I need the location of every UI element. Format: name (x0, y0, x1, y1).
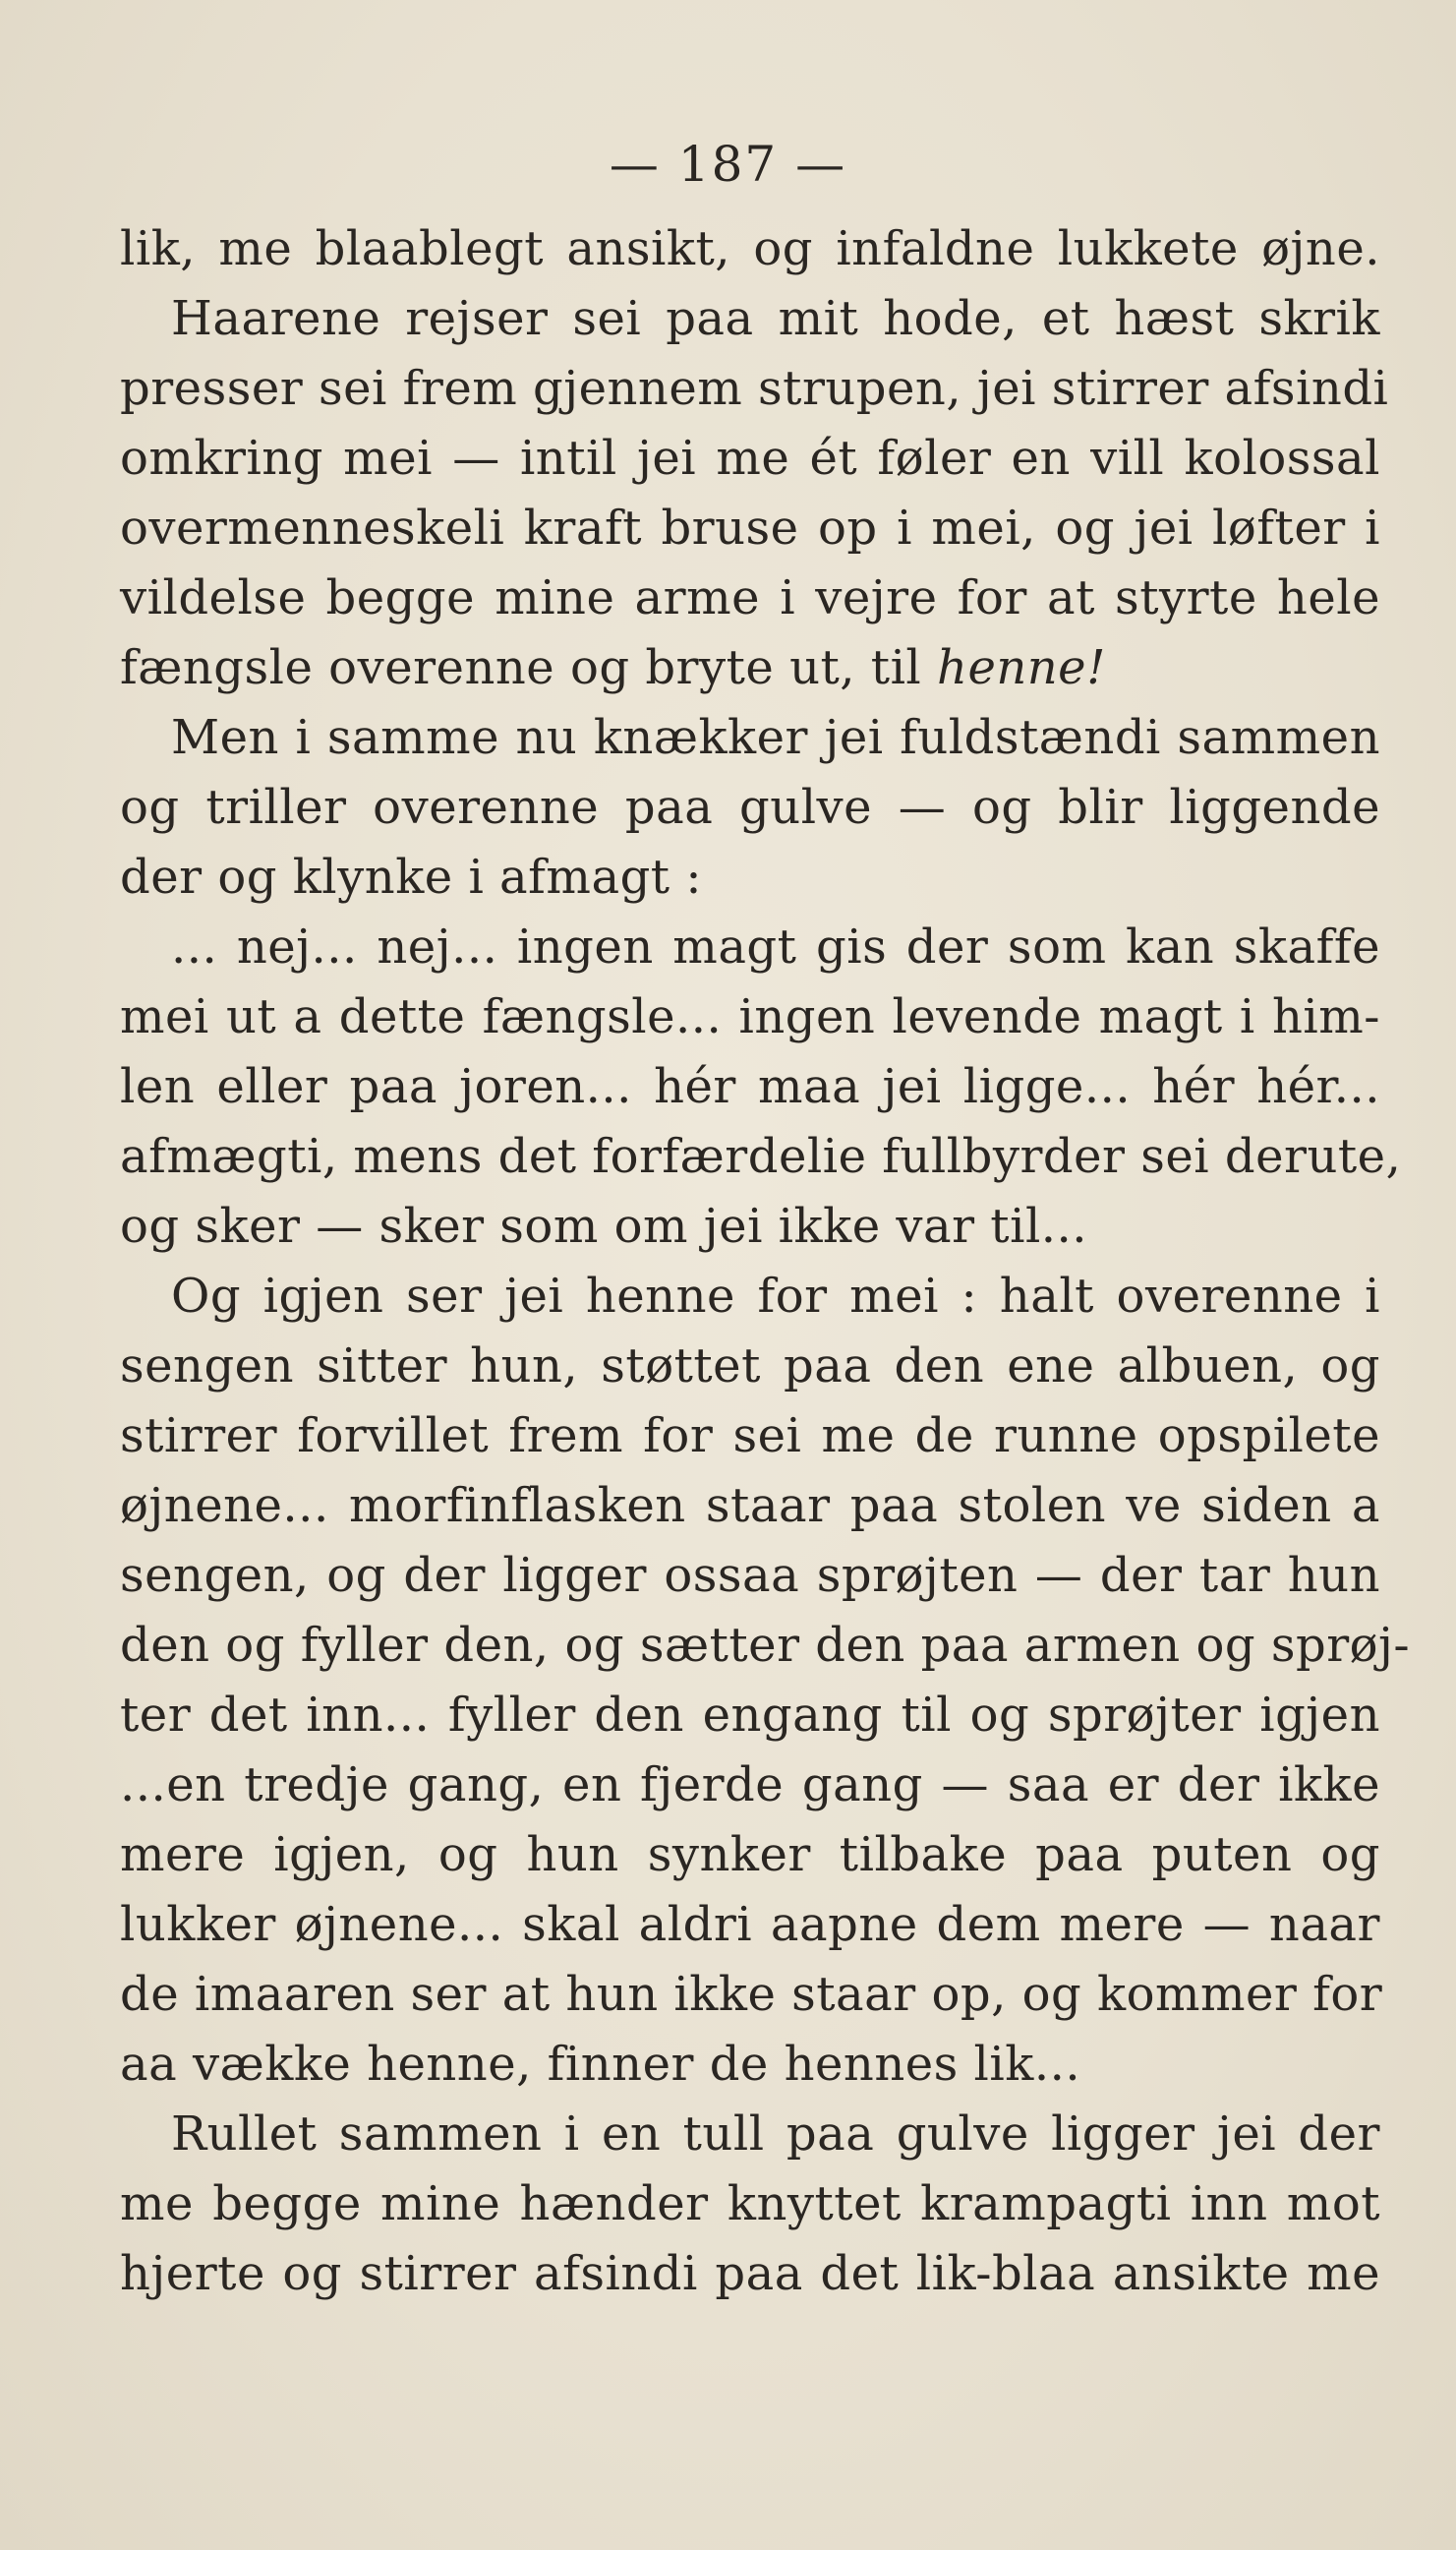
text-line-content: ... nej... nej... ingen magt gis der som kan skaffe (171, 919, 1380, 975)
text-line (120, 284, 1380, 354)
text-line-content: Og igjen ser jei henne for mei : halt overenne i (171, 1269, 1380, 1324)
text-line-content: vildelse begge mine arme i vejre for at styrte hele (120, 570, 1380, 625)
text-line-content: fængsle overenne og bryte ut, til (120, 640, 938, 695)
text-line (120, 424, 1380, 494)
page-number: — 187 — (609, 136, 847, 193)
text-line (120, 1960, 1383, 2030)
text-line-content: afmægti, mens det forfærdelie fullbyrder sei derute, (120, 1129, 1402, 1184)
text-line (120, 1192, 1380, 1262)
text-line (120, 2239, 1380, 2309)
text-line (120, 1890, 1380, 1960)
text-line (120, 494, 1380, 563)
text-line (120, 1820, 1380, 1890)
text-line-content: overmenneskeli kraft bruse op i mei, og jei løfter i (120, 501, 1380, 556)
text-line (120, 1541, 1380, 1611)
text-line-content: og sker — sker som om jei ikke var til... (120, 1199, 1088, 1254)
text-line (120, 913, 1380, 982)
text-line-content: ...en tredje gang, en fjerde gang — saa er der ikke (120, 1757, 1380, 1812)
text-line (120, 1122, 1402, 1192)
text-line (120, 1262, 1380, 1332)
text-line (120, 773, 1380, 843)
text-line-content: lik, me blaablegt ansikt, og infaldne lukkete øjne. (120, 221, 1380, 276)
text-line-content: me begge mine hænder knyttet krampagti inn mot (120, 2176, 1380, 2231)
text-line-content: sengen, og der ligger ossaa sprøjten — der tar hun (120, 1548, 1380, 1603)
text-line-content: sengen sitter hun, støttet paa den ene albuen, og (120, 1338, 1380, 1394)
body-text (120, 214, 1411, 2309)
emphasized-word: henne! (937, 640, 1106, 695)
text-line (120, 2100, 1380, 2169)
text-line-content: Rullet sammen i en tull paa gulve ligger jei der (171, 2106, 1380, 2162)
text-line-content: omkring mei — intil jei me ét føler en vill kolossal (120, 431, 1380, 486)
text-line-content: Men i samme nu knækker jei fuldstændi sammen (171, 710, 1380, 765)
text-line (120, 1750, 1380, 1820)
text-line (120, 1471, 1380, 1541)
text-line (120, 563, 1380, 633)
text-line (120, 1611, 1411, 1681)
text-line-content: Haarene rejser sei paa mit hode, et hæst skrik (171, 291, 1380, 346)
text-line-content: lukker øjnene... skal aldri aapne dem mere — naar (120, 1897, 1380, 1952)
text-line (120, 1401, 1380, 1471)
text-line-content: ter det inn... fyller den engang til og sprøjter igjen (120, 1688, 1380, 1743)
text-line (120, 633, 1380, 703)
text-line (120, 982, 1380, 1052)
text-line-content: aa vække henne, finner de hennes lik... (120, 2037, 1081, 2092)
text-line (120, 214, 1380, 284)
text-line-content: den og fyller den, og sætter den paa armen og sprøj- (120, 1618, 1411, 1673)
text-line-content: mei ut a dette fængsle... ingen levende magt i him- (120, 989, 1380, 1044)
text-line-content: øjnene... morfinflasken staar paa stolen ve siden a (120, 1478, 1380, 1533)
text-line-content: stirrer forvillet frem for sei me de runne opspilete (120, 1408, 1380, 1463)
text-line-content: len eller paa joren... hér maa jei ligge... hér hér... (120, 1059, 1380, 1114)
text-line-content: mere igjen, og hun synker tilbake paa puten og (120, 1827, 1380, 1882)
text-line (120, 2030, 1380, 2100)
text-line (120, 703, 1380, 773)
text-line (120, 1681, 1380, 1750)
text-line-content: der og klynke i afmagt : (120, 850, 703, 905)
text-line (120, 843, 1380, 913)
text-line-content: og triller overenne paa gulve — og blir liggende (120, 780, 1380, 835)
text-line (120, 1332, 1380, 1401)
text-line-content: presser sei frem gjennem strupen, jei stirrer afsindi (120, 361, 1389, 416)
text-line-content: de imaaren ser at hun ikke staar op, og kommer for (120, 1967, 1383, 2022)
text-line-content: hjerte og stirrer afsindi paa det lik-blaa ansikte me (120, 2246, 1380, 2301)
text-line (120, 2169, 1380, 2239)
text-line (120, 354, 1389, 424)
text-line (120, 1052, 1380, 1122)
